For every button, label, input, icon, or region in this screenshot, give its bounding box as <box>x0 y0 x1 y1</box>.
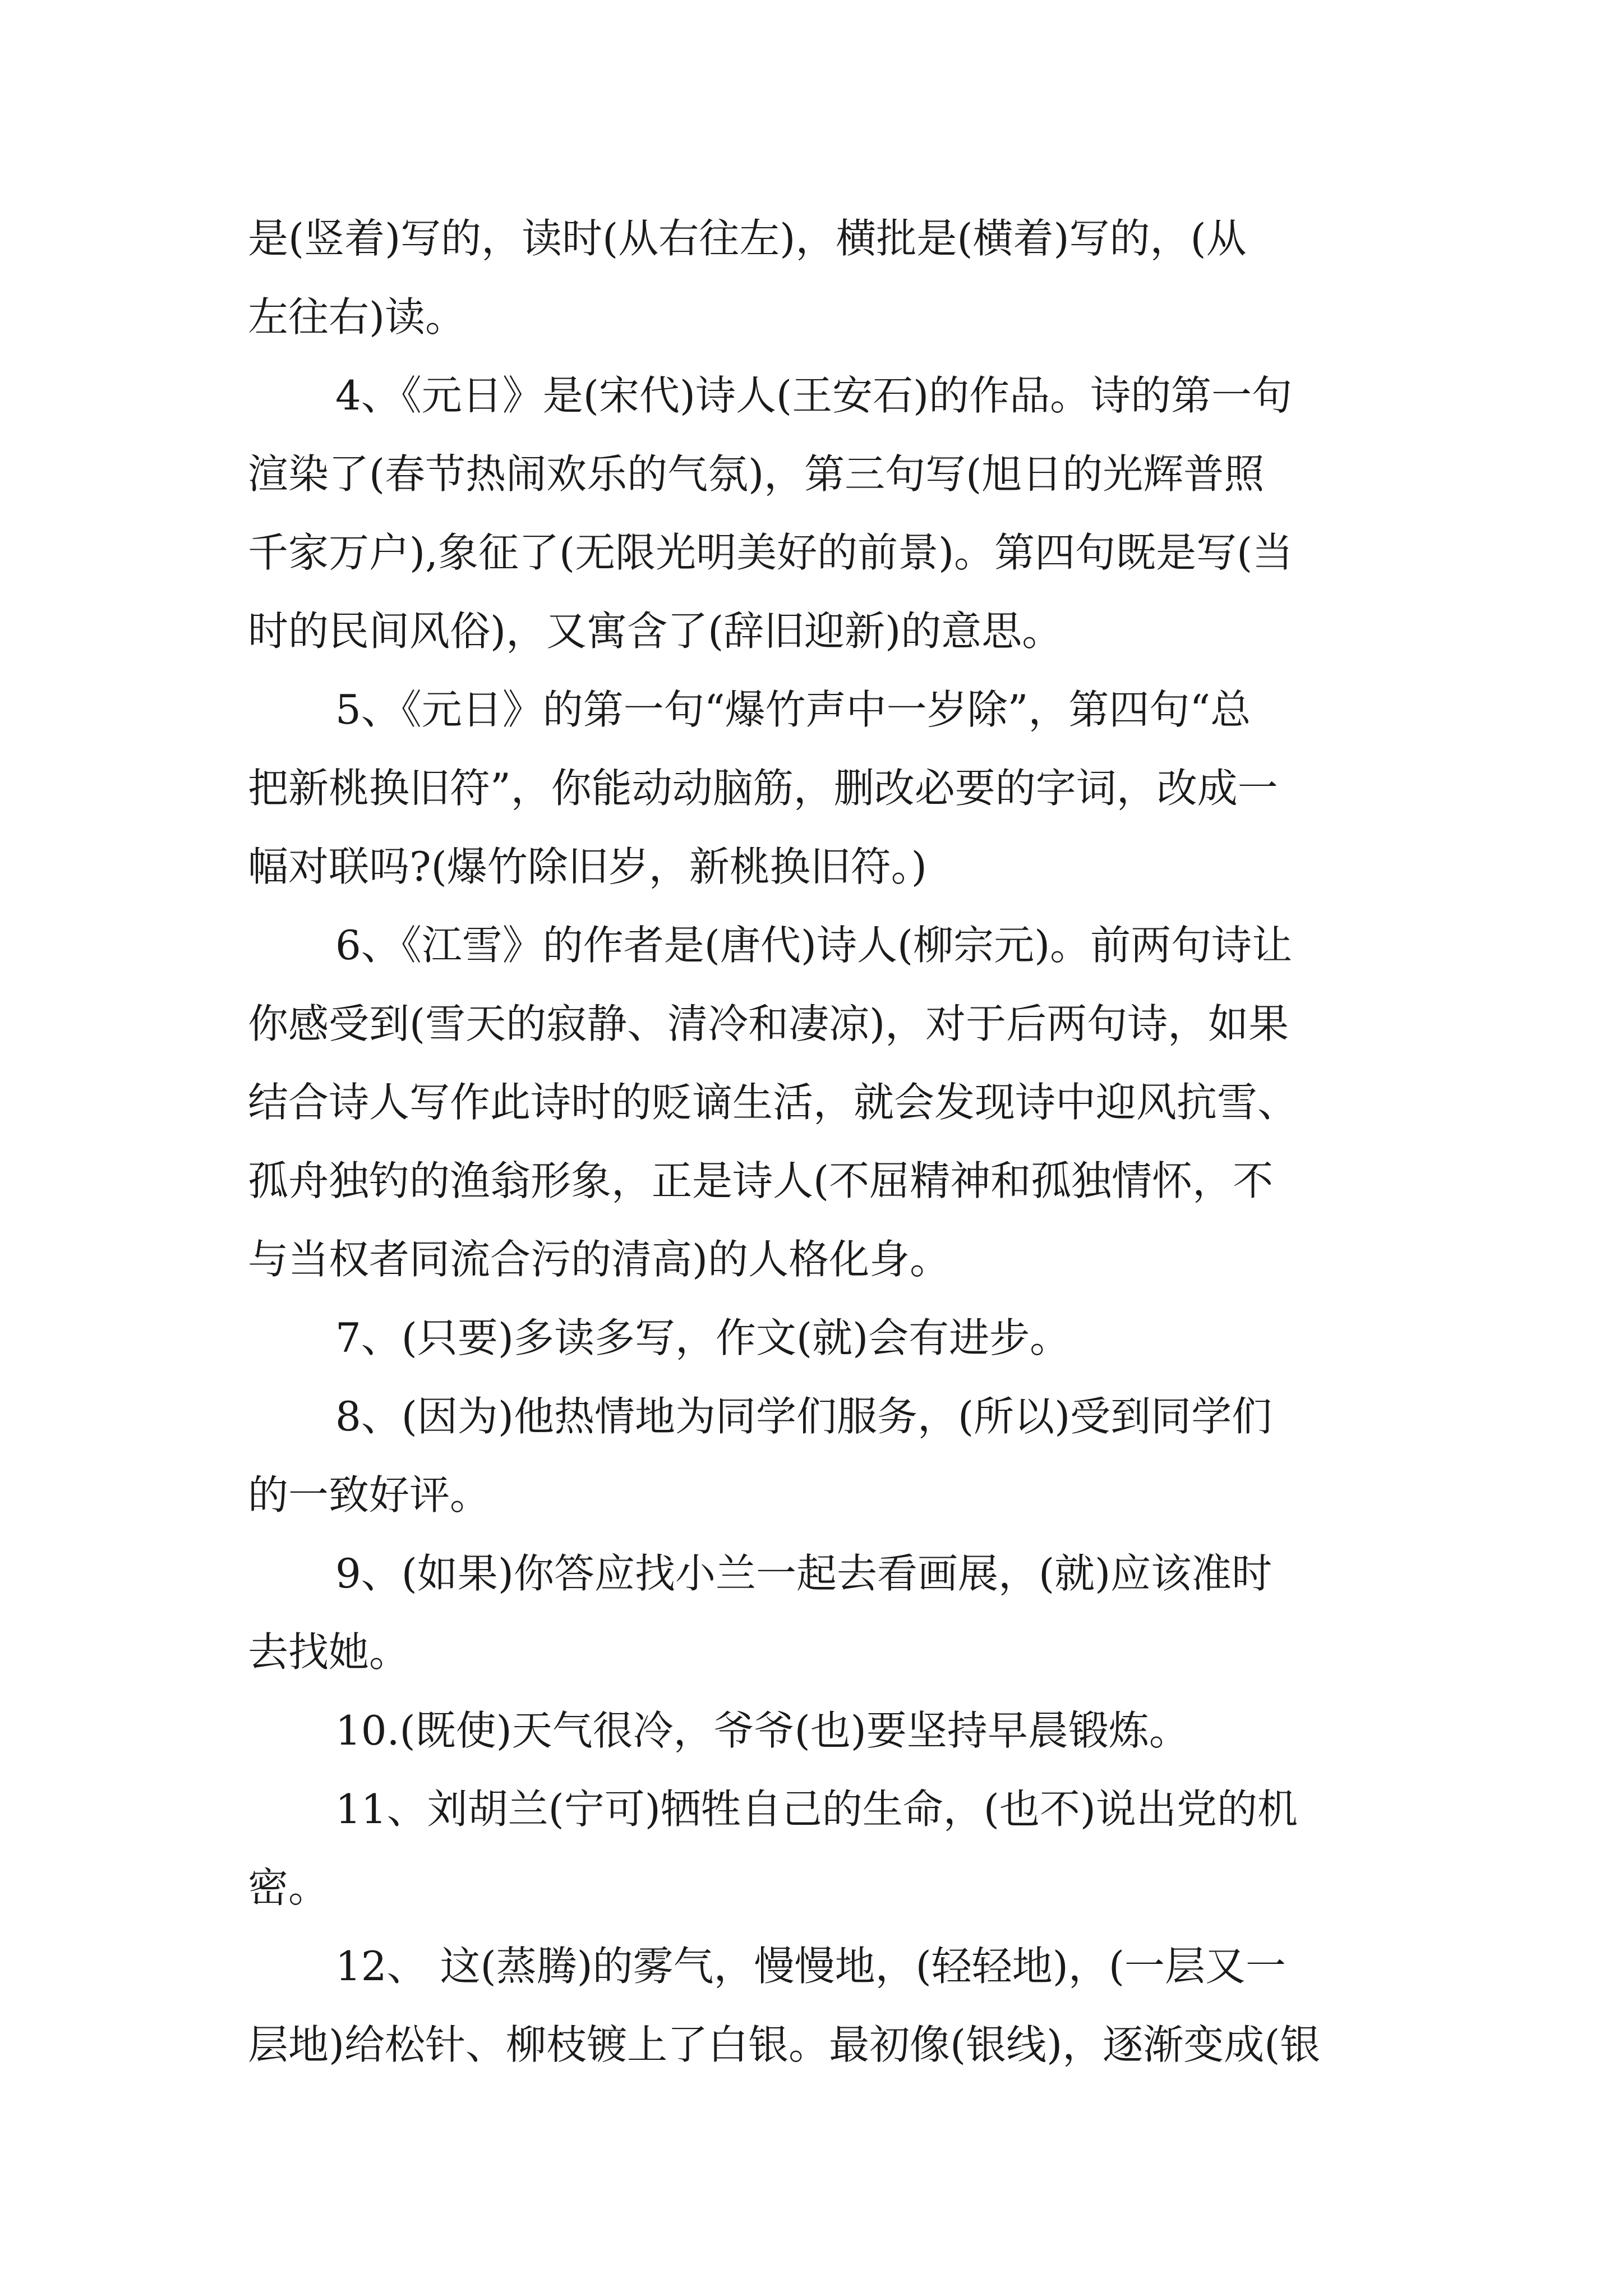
text-line: 把新桃换旧符”，你能动动脑筋，删改必要的字词，改成一 <box>248 765 1278 812</box>
paragraph-start-line: 8、(因为)他热情地为同学们服务，(所以)受到同学们 <box>335 1393 1272 1440</box>
text-line: 层地)给松针、柳枝镀上了白银。最初像(银线)，逐渐变成(银 <box>248 2021 1321 2068</box>
paragraph-start-line: 12、 这(蒸腾)的雾气，慢慢地，(轻轻地)，(一层又一 <box>335 1943 1286 1990</box>
text-line: 你感受到(雪天的寂静、清冷和凄凉)，对于后两句诗，如果 <box>248 1000 1289 1047</box>
text-line: 左往右)读。 <box>248 293 466 341</box>
text-line: 去找她。 <box>248 1628 410 1676</box>
text-line: 与当权者同流合污的清高)的人格化身。 <box>248 1236 951 1283</box>
text-line: 时的民间风俗)，又寓含了(辞旧迎新)的意思。 <box>248 608 1063 655</box>
text-line: 的一致好评。 <box>248 1471 491 1519</box>
paragraph-start-line: 11、刘胡兰(宁可)牺牲自己的生命，(也不)说出党的机 <box>335 1786 1298 1833</box>
paragraph-start-line: 9、(如果)你答应找小兰一起去看画展，(就)应该准时 <box>335 1550 1272 1597</box>
text-line: 是(竖着)写的，读时(从右往左)，横批是(横着)写的，(从 <box>248 215 1247 262</box>
paragraph-start-line: 6、《江雪》的作者是(唐代)诗人(柳宗元)。前两句诗让 <box>335 922 1293 969</box>
text-line: 结合诗人写作此诗时的贬谪生活，就会发现诗中迎风抗雪、 <box>248 1079 1298 1126</box>
paragraph-start-line: 5、《元日》的第一句“爆竹声中一岁除”，第四句“总 <box>335 686 1251 733</box>
text-line: 千家万户),象征了(无限光明美好的前景)。第四句既是写(当 <box>248 529 1293 576</box>
paragraph-start-line: 4、《元日》是(宋代)诗人(王安石)的作品。诗的第一句 <box>335 372 1293 419</box>
paragraph-start-line: 10.(既使)天气很冷，爷爷(也)要坚持早晨锻炼。 <box>335 1707 1189 1754</box>
text-line: 幅对联吗?(爆竹除旧岁，新桃换旧符。) <box>248 843 927 890</box>
text-line: 渲染了(春节热闹欢乐的气氛)，第三句写(旭日的光辉普照 <box>248 450 1265 498</box>
paragraph-start-line: 7、(只要)多读多写，作文(就)会有进步。 <box>335 1314 1071 1361</box>
text-line: 孤舟独钓的渔翁形象，正是诗人(不屈精神和孤独情怀，不 <box>248 1157 1274 1204</box>
text-line: 密。 <box>248 1864 329 1911</box>
